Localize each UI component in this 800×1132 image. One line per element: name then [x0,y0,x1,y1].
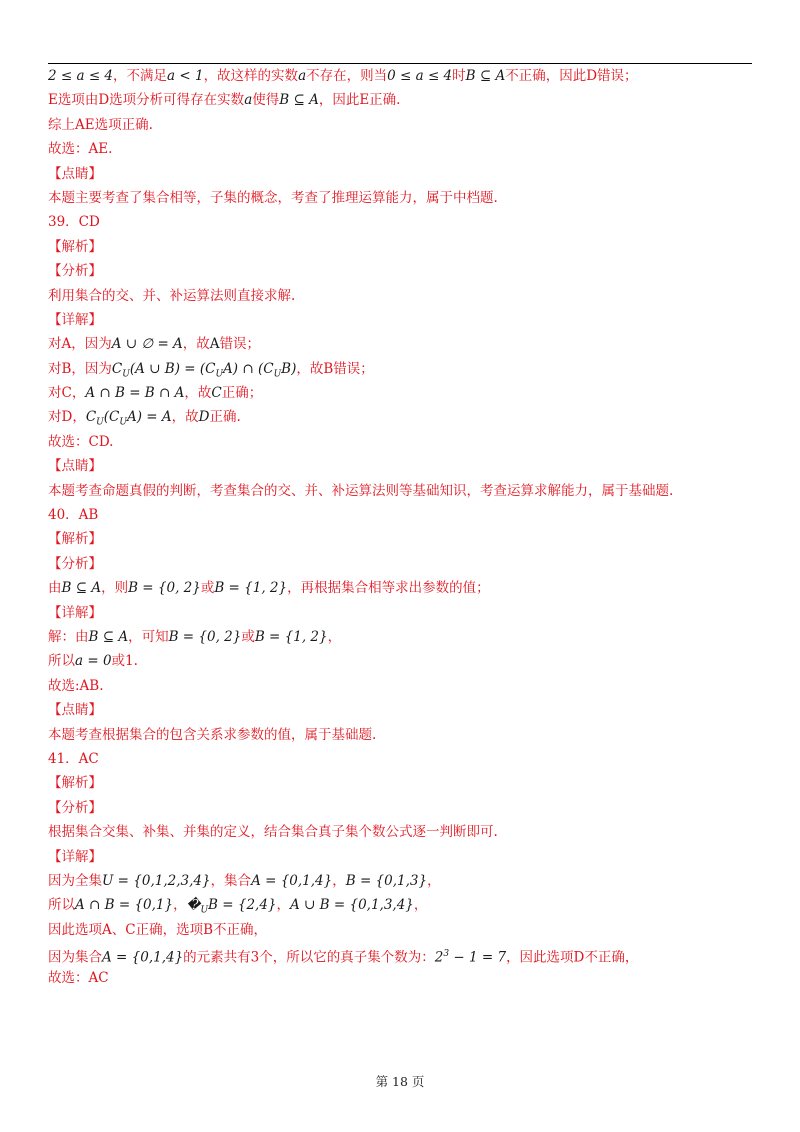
text-segment: 综上AE选项正确. [48,116,153,133]
text-segment: 【分析】 [48,263,102,280]
text-segment: ， [327,628,342,645]
text-segment: 不存在，则当 [306,68,388,84]
text-segment: ，因此选项D不正确， [506,949,639,966]
text-line [48,186,752,210]
math-expression: U = {0,1,2,3,4} [102,872,211,889]
math-expression: a < 1 [167,68,204,84]
text-segment: 所以 [48,653,75,670]
text-segment: 故选：AE. [48,141,113,158]
math-expression: a [244,92,253,109]
text-segment: 或1. [111,653,138,670]
math-expression: B = {0,1,3} [345,872,428,889]
text-line [48,918,752,942]
text-line [48,552,752,576]
text-line [48,64,752,88]
math-expression: A) ∩ (C [223,360,274,377]
text-segment: 正确； [221,385,263,402]
text-segment: 故选：AC [48,970,109,987]
math-expression: A) = A [126,409,172,426]
math-expression: (C [103,409,120,426]
text-segment: ，故 [171,409,199,426]
text-segment: ，再根据集合相等求出参数的值； [287,580,490,597]
text-line [48,723,752,747]
text-segment: 对A，因为 [48,336,112,353]
text-segment: 【分析】 [48,555,102,572]
text-segment: 时 [452,68,466,84]
text-segment: ， [427,872,441,889]
text-segment: 39．CD [48,214,100,231]
text-line [48,771,752,795]
math-expression: U [215,369,224,380]
text-line [48,430,752,454]
text-line [48,405,752,429]
math-expression: B) [281,360,297,377]
math-expression: C [111,360,123,377]
text-segment: ， [276,897,291,914]
text-segment: 【解析】 [48,238,102,255]
math-expression: B = {1, 2} [254,628,328,645]
text-line [48,503,752,527]
text-line [48,747,752,771]
text-line [48,942,752,966]
text-segment: 根据集合交集、补集、并集的定义，结合集合真子集个数公式逐一判断即可. [48,824,498,841]
text-segment: 本题考查根据集合的包含关系求参数的值，属于基础题. [48,726,377,743]
math-expression: (A ∪ B) = (C [129,360,216,377]
text-segment: 不正确，因此D错误； [505,68,638,84]
text-line [48,869,752,893]
text-line [48,210,752,234]
text-line [48,332,752,356]
text-segment: 本题考查命题真假的判断，考查集合的交、并、补运算法则等基础知识，考查运算求解能力，属于基础题. [48,482,674,499]
text-segment: 利用集合的交、并、补运算法则直接求解. [48,287,296,304]
text-segment: 【点睛】 [48,702,102,719]
text-segment: 【解析】 [48,531,102,548]
math-expression: a = 0 [75,653,112,670]
text-segment: A [209,336,220,353]
text-line [48,259,752,283]
math-expression: A ∪ B = {0,1,3,4} [290,897,414,914]
text-line [48,893,752,917]
math-expression: B = {0, 2} [168,628,242,645]
math-expression: U [200,905,209,916]
text-line [48,381,752,405]
text-segment: ，集合 [210,872,252,889]
math-expression: 0 ≤ a ≤ 4 [387,68,453,84]
text-line [48,845,752,869]
math-expression: 2 ≤ a ≤ 4 [48,68,114,84]
math-expression: U [122,369,130,380]
text-segment: ，可知 [128,628,169,645]
text-segment: 的元素共有3个，所以它的真子集个数为： [183,949,435,966]
text-segment: 由 [48,580,62,597]
text-line [48,113,752,137]
text-line [48,284,752,308]
text-line [48,527,752,551]
text-line [48,235,752,259]
math-expression: A ∩ B = {0,1} [75,897,174,914]
text-segment: 【分析】 [48,799,102,816]
page-number: 第 18 页 [375,1074,425,1089]
text-segment: ， [413,897,428,914]
text-segment: ， [173,897,187,914]
text-line [48,649,752,673]
text-line [48,576,752,600]
text-segment: ，则 [101,580,129,597]
text-segment: 或 [200,580,215,597]
text-segment: ，故 [182,336,210,353]
text-segment: 错误； [219,336,261,353]
text-line [48,308,752,332]
text-line [48,820,752,844]
math-expression: C [211,385,222,402]
text-segment: 或 [241,628,255,645]
text-segment: 【解析】 [48,775,102,792]
text-line [48,454,752,478]
text-segment: 因为集合 [48,949,102,966]
text-segment: 41．AC [48,750,99,767]
math-expression: U [273,369,282,380]
text-segment: 解：由 [48,628,89,645]
text-segment: 【详解】 [48,311,102,328]
text-segment: E选项由D选项分析可得存在实数 [48,92,245,109]
text-segment: 【详解】 [48,604,102,621]
text-segment: ，故这样的实数 [203,68,299,84]
text-segment: 【点睛】 [48,165,102,182]
math-expression: − 1 = 7 [449,949,507,966]
math-expression: C [85,409,97,426]
text-line [48,357,752,381]
text-segment: 因此选项A、C正确，选项B不正确， [48,921,267,938]
math-expression: a [298,68,307,84]
text-segment: ，故B错误； [296,360,374,377]
math-expression: A = {0,1,4} [102,949,184,966]
text-line [48,674,752,698]
text-line [48,137,752,161]
text-segment: 故选:AB. [48,677,104,694]
text-segment: 对D， [48,409,86,426]
text-segment: 对B，因为 [48,360,112,377]
text-segment: 对C， [48,385,86,402]
text-line [48,966,752,990]
text-segment: 因为全集 [48,872,102,889]
text-segment: ，故 [184,385,212,402]
math-expression: B = {0, 2} [128,580,201,597]
math-expression: B = {1, 2} [214,580,288,597]
text-segment: ，因此E正确. [318,92,401,109]
math-expression: B ⊆ A [88,628,129,645]
math-expression: � [186,897,201,914]
math-expression: A ∪ ∅ = A [111,336,183,353]
math-expression: D [198,409,210,426]
text-segment: 所以 [48,897,75,914]
text-segment: 故选：CD. [48,433,114,450]
text-line [48,601,752,625]
text-segment: 40．AB [48,507,99,524]
math-expression: A ∩ B = B ∩ A [85,385,185,402]
text-line [48,479,752,503]
math-expression: B ⊆ A [279,92,319,109]
text-segment: 【点睛】 [48,458,102,475]
text-segment: 【详解】 [48,848,102,865]
document-body [48,64,752,991]
math-expression: U [96,418,104,429]
math-expression: A = {0,1,4} [251,872,333,889]
text-line [48,88,752,112]
math-expression: B ⊆ A [465,68,506,84]
text-line [48,162,752,186]
math-expression: B = {2,4} [208,897,277,914]
math-expression: 3 [443,949,450,960]
math-expression: U [119,418,127,429]
text-segment: 正确. [209,409,241,426]
text-segment: 本题主要考查了集合相等，子集的概念，考查了推理运算能力，属于中档题. [48,189,498,206]
math-expression: 2 [434,949,444,966]
text-segment: 使得 [252,92,280,109]
text-line [48,796,752,820]
text-segment: ，不满足 [113,68,168,84]
text-line [48,698,752,722]
text-line [48,625,752,649]
math-expression: B ⊆ A [61,580,102,597]
text-segment: ， [332,872,346,889]
